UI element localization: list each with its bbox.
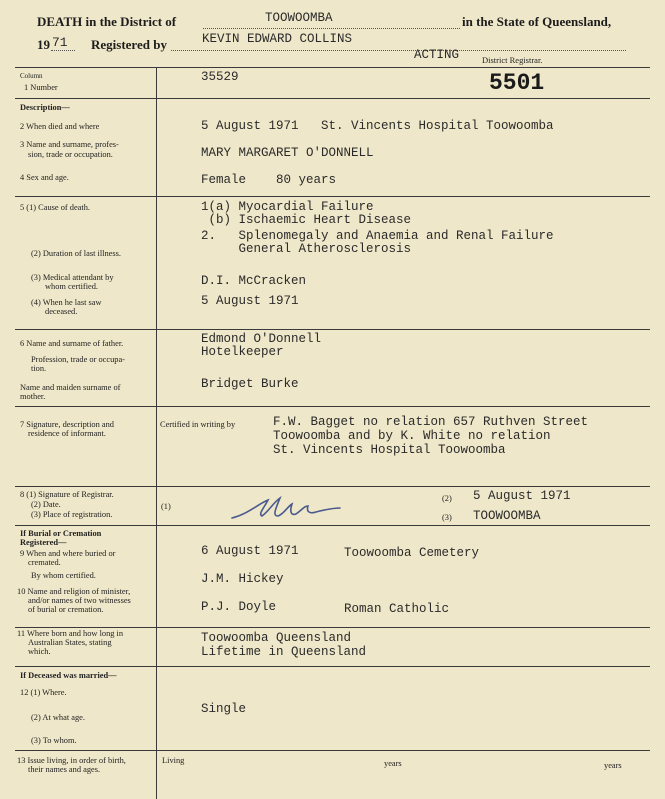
when-where-value: 5 August 1971 St. Vincents Hospital Toowoomba [201,119,554,133]
place-label: (3) Place of registration. [31,510,113,519]
buried-label-a: 9 When and where buried or [20,549,116,558]
when-died-label: 2 When died and where [20,122,100,131]
deceased-name: MARY MARGARET O'DONNELL [201,146,374,160]
informant-line-3: St. Vincents Hospital Toowoomba [273,443,506,457]
informant-label-b: residence of informant. [28,429,106,438]
cause-label: 5 (1) Cause of death. [20,203,91,212]
column-divider [156,67,157,799]
cause-2: 2. Splenomegaly and Anaemia and Renal Failure [201,229,554,243]
cause-1b: (b) Ischaemic Heart Disease [201,213,412,227]
living-label: Living [162,756,185,765]
header-state-label: in the State of Queensland, [462,14,612,29]
rule-9 [15,750,650,751]
year-prefix: 19 [37,37,50,52]
minister-name: P.J. Doyle [201,600,277,614]
minister-label-b: and/or names of two witnesses [28,596,131,605]
rule-4 [15,406,650,407]
born-label-a: 11 Where born and how long in [17,629,124,638]
occupation-label-a: Profession, trade or occupa- [31,355,125,364]
burial-certified-by: J.M. Hickey [201,572,284,586]
issue-label-b: their names and ages. [28,765,101,774]
informant-line-2: Toowoomba and by K. White no relation [273,429,551,443]
district-registrar-label: District Registrar. [482,55,543,65]
last-saw-date: 5 August 1971 [201,294,299,308]
minister-label-a: 10 Name and religion of minister, [17,587,131,596]
registrar-signature [228,494,344,522]
name-label-b: sion, trade or occupation. [28,150,113,159]
rule-8 [15,666,650,667]
registration-date: 5 August 1971 [473,489,571,503]
date-marker: (2) [442,494,452,503]
description-heading: Description— [20,103,70,112]
married-to-label: (3) To whom. [31,736,77,745]
rule-top [15,67,650,68]
last-saw-label-a: (4) When he last saw [31,298,102,307]
number-label: 1 Number [24,83,58,92]
registration-number: 5501 [489,70,545,96]
born-label-b: Australian States, stating [28,638,112,647]
informant-label-a: 7 Signature, description and [20,420,114,429]
cause-2-cont: General Atherosclerosis [201,242,412,256]
marital-status: Single [201,702,247,716]
district-value: TOOWOOMBA [265,11,333,25]
married-age-label: (2) At what age. [31,713,85,722]
attendant-label-a: (3) Medical attendant by [31,273,114,282]
rule-5 [15,486,650,487]
buried-label-b: cremated. [28,558,61,567]
rule-6 [15,525,650,526]
years-label-1: years [384,759,402,768]
mother-label-b: mother. [20,392,46,401]
born-label-c: which. [28,647,51,656]
entry-number: 35529 [201,70,239,84]
mother-label-a: Name and maiden surname of [20,383,121,392]
minister-label-c: of burial or cremation. [28,605,104,614]
rule-1 [15,98,650,99]
name-label-a: 3 Name and surname, profes- [20,140,119,149]
column-label: Column [20,72,43,80]
father-occupation: Hotelkeeper [201,345,284,359]
sex-age-value: Female 80 years [201,173,337,187]
burial-heading-1: If Burial or Cremation [20,529,102,538]
minister-religion: Roman Catholic [344,602,450,616]
married-where-label: 12 (1) Where. [20,688,67,697]
cause-1a: 1(a) Myocardial Failure [201,200,374,214]
certified-writing-label: Certified in writing by [160,420,236,429]
acting-label: ACTING [414,48,460,62]
rule-7 [15,627,650,628]
place-marker: (3) [442,513,452,522]
attendant-label-b: whom certified. [45,282,99,291]
rule-2 [15,196,650,197]
father-name: Edmond O'Donnell [201,332,322,346]
header-death-district-label: DEATH in the District of [37,14,177,29]
burial-date: 6 August 1971 [201,544,299,558]
year-underline [51,50,75,51]
last-saw-label-b: deceased. [45,307,78,316]
duration-label: (2) Duration of last illness. [31,249,122,258]
married-heading: If Deceased was married— [20,671,117,680]
sex-age-label: 4 Sex and age. [20,173,69,182]
registrar-underline [171,50,626,51]
informant-line-1: F.W. Bagget no relation 657 Ruthven Street [273,415,589,429]
registration-place: TOOWOOMBA [473,509,541,523]
burial-heading-2: Registered— [20,538,67,547]
certified-by-label: By whom certified. [31,571,96,580]
years-label-2: years [604,761,622,770]
residence-duration: Lifetime in Queensland [201,645,367,659]
issue-label-a: 13 Issue living, in order of birth, [17,756,126,765]
birthplace: Toowoomba Queensland [201,631,352,645]
mother-name: Bridget Burke [201,377,299,391]
medical-attendant: D.I. McCracken [201,274,307,288]
father-label: 6 Name and surname of father. [20,339,124,348]
district-underline [203,28,460,29]
registrar-sig-label: 8 (1) Signature of Registrar. [20,490,114,499]
rule-3 [15,329,650,330]
date-label: (2) Date. [31,500,61,509]
sig-marker: (1) [161,502,171,511]
occupation-label-b: tion. [31,364,47,373]
registrar-name: KEVIN EDWARD COLLINS [202,32,353,46]
year-suffix: 71 [52,35,68,50]
burial-place: Toowoomba Cemetery [344,546,480,560]
registered-by-label: Registered by [91,37,167,52]
